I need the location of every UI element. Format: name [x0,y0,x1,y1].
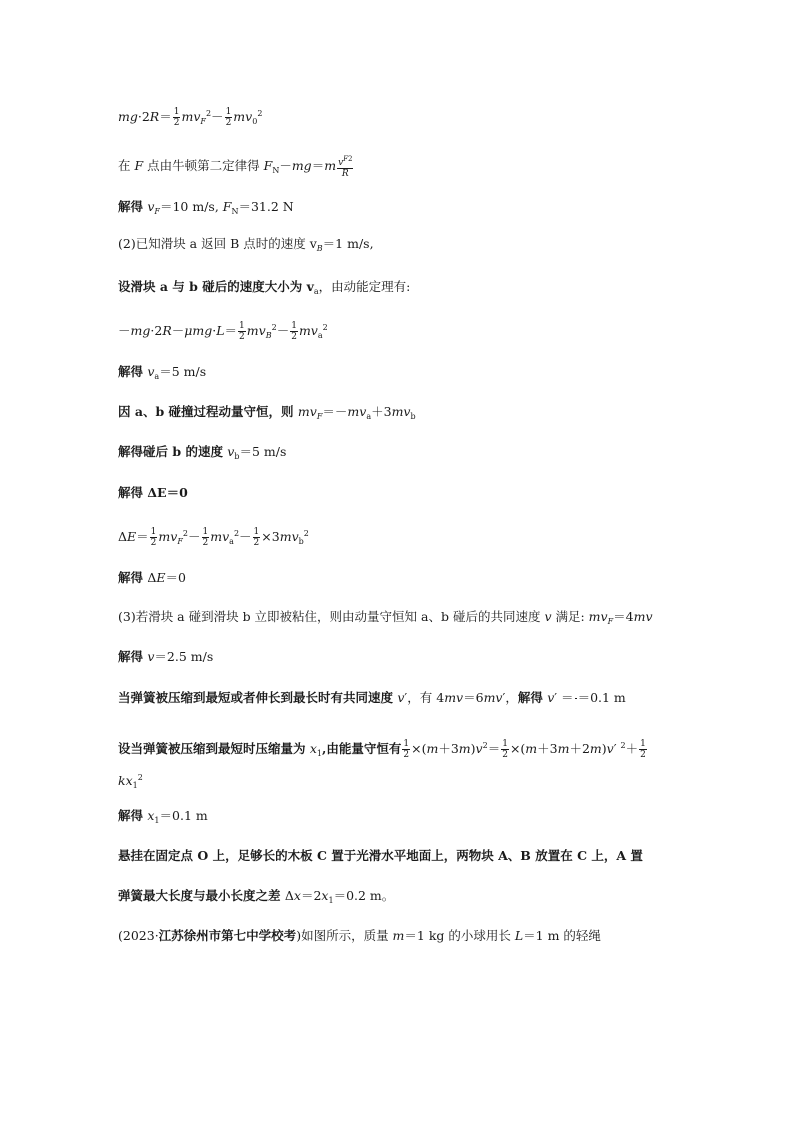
conclusion-line-2: 弹簧最大长度与最小长度之差 $\Delta x=2x_1=0.2$ m。 [118,888,395,905]
common-velocity-spring: 当弹簧被压缩到最短或者伸长到最长时有共同速度 v′，有 4mv＝6mv′，解得 v′ ＝ ＝0.1 m [118,690,626,705]
equation-work-energy: －mg·2R－μmg·L＝ $\frac{1}{2}$ $mv_B^2-$ $\frac{1}{2}$ $mv_a^2$ [118,321,328,342]
part2-setup-va: 设滑块 a 与 b 碰后的速度大小为 $v_a$，由动能定理有: [118,279,411,296]
conclusion-line-1: 悬挂在固定点 O 上，足够长的木板 C 置于光滑水平地面上，两物块 A、B 放置在 C 上，A 置 [118,848,643,863]
part3-common-velocity: (3)若滑块 a 碰到滑块 b 立即被粘住，则由动量守恒知 a、b 碰后的共同速度 v 满足: $mv_F=4mv$ [118,609,653,626]
result-v: 解得 v＝2.5 m/s [118,649,214,664]
energy-loss-intro: 解得 ΔE＝0 [118,485,188,500]
equation-newton-f: 在 F 点由牛顿第二定律得 $F_N-mg=m$ $\frac{v^{F2}}{R}$ [118,155,353,179]
equation-energy-f: mg·2R＝ $\frac{1}{2}$ $mv_F^2-$ $\frac{1}{2}$ $mv_0^2$ [118,107,263,128]
equation-delta-e: ΔE＝ $\frac{1}{2}$ $mv_F^2-$ $\frac{1}{2}$ $mv_a^2-$ $\frac{1}{2}$ $\times 3mv_b^2$ [118,527,309,548]
result-x1: 解得 $x_1=0.1$ m [118,808,208,825]
energy-conservation-spring: 设当弹簧被压缩到最短时压缩量为 $x_1$,由能量守恒有 $\frac{1}{2}$ $\times(m+3m)v^2=$ $\frac{1}{2}$ ×(m＋3m＋2m)v′ $^2$＋ $\frac{1}{2}$ [118,739,646,760]
result-delta-e: 解得 ΔE＝0 [118,570,186,585]
example3-line-1: (2023·江苏徐州市第七中学校考)如图所示，质量 m＝1 kg 的小球用长 L＝1 m 的轻绳 [118,928,601,943]
result-vb: 解得碰后 b 的速度 $v_b=5$ m/s [118,444,287,461]
result-va: 解得 $v_a=5$ m/s [118,364,207,381]
result-vf-fn: 解得 $v_F=10$ m/s, $F_N=31.2$ N [118,199,294,216]
part2-given-vb: (2)已知滑块 a 返回 B 点时的速度 $v_B=1$ m/s, [118,236,374,253]
energy-conservation-spring-cont: $kx_1^2$ [118,773,143,790]
momentum-conservation: 因 a、b 碰撞过程动量守恒，则 $mv_F=-mv_a+3mv_b$ [118,404,416,421]
